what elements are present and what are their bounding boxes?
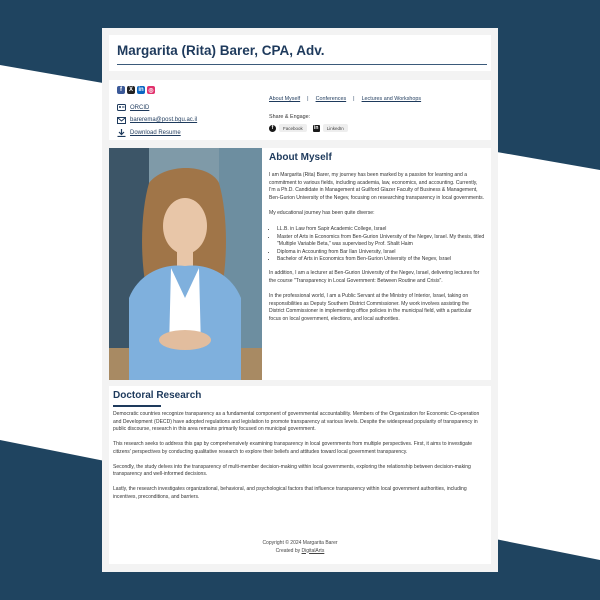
list-item: • Diploma in Accounting from Bar Ilan University, Israel (277, 249, 485, 257)
share-linkedin-label: LinkedIn (323, 124, 348, 132)
orcid-row (117, 102, 197, 113)
id-card-icon (117, 104, 126, 111)
page-container (102, 28, 498, 572)
list-item: • Bachelor of Arts in Economics from Ben-Gurion University of the Negev, Israel (277, 256, 485, 264)
research-heading: Doctoral Research (113, 390, 202, 401)
research-paragraph: Lastly, the research investigates organizational, behavioral, and psychological factors that influence transparency within local government authorities, including incentives, preconditions, and barriers. (113, 486, 467, 500)
contact-panel (109, 80, 491, 140)
linkedin-icon[interactable]: in (138, 87, 144, 93)
share-linkedin-button[interactable] (313, 124, 348, 132)
creator-link[interactable]: DigitalArts (301, 547, 325, 554)
nav-separator: | (353, 96, 355, 102)
profile-photo (109, 148, 262, 380)
nav-conferences[interactable]: Conferences (315, 96, 347, 102)
instagram-icon[interactable]: ◎ (148, 87, 154, 94)
credits (109, 548, 491, 556)
research-paragraph: This research seeks to address this gap by comprehensively examining transparency in local governments from multiple perspectives. First, it aims to investigate citizens' perspectives by conducting qualitative research to explore their beliefs and attitudes toward local government transparency. (113, 441, 473, 455)
facebook-icon[interactable]: f (117, 86, 125, 94)
email-row (117, 115, 197, 126)
email-link[interactable]: barerema@post.bgu.ac.il (130, 117, 198, 123)
about-section (109, 148, 491, 380)
linkedin-icon: in (314, 125, 319, 131)
facebook-icon: f (269, 125, 276, 132)
about-heading: About Myself (269, 152, 332, 163)
resume-row (117, 127, 197, 138)
section-nav (269, 96, 421, 102)
about-professional: In the professional world, I am a Public Servant at the Ministry of Interior, Israel, taking on responsibilities as Deputy Southern District Commissioner. My work involves assisting the District Commissioner in implementing office policies in the municipal field, with a particular focus on local government, elections, and local authorities. (269, 293, 472, 322)
contact-links (117, 102, 197, 140)
list-item: • Master of Arts in Economics from Ben-Gurion University of the Negev, Israel. My thesis, titled "Multiple Variable Beta," was supervised by Prof. Shalit Haim (277, 234, 485, 249)
copyright-text: Copyright © 2024 Margarita Barer (262, 540, 338, 546)
education-list (269, 226, 485, 264)
share-facebook-label: Facebook (279, 124, 307, 132)
list-item: • LL.B. in Law from Sapir Academic College, Israel (277, 226, 485, 234)
page-title: Margarita (Rita) Barer, CPA, Adv. (117, 43, 325, 58)
x-twitter-icon[interactable]: X (128, 87, 133, 93)
about-intro: I am Margarita (Rita) Barer, my journey has been marked by a passion for learning and a commitment to various fields, including academia, law, economics, and accounting. Currently, I'm a Ph.D. Candidate in Management at Guilford Glazer Faculty of Business & Management, Ben-Gurion University of the Negev, focusing on researching transparency in local governments. (269, 172, 485, 201)
about-content (269, 152, 485, 332)
research-content (113, 411, 485, 509)
created-by-text: Created by (275, 547, 301, 554)
share-buttons (269, 124, 348, 132)
about-lecturer: In addition, I am a lecturer at Ben-Gurion University of the Negev, Israel, delivering lectures for the course "Transparency in Local Government: Between Routine and Crisis". (269, 269, 480, 284)
download-icon (117, 129, 126, 136)
name-header (109, 35, 491, 71)
footer (109, 540, 491, 555)
nav-separator: | (307, 96, 309, 102)
envelope-icon (117, 117, 126, 124)
download-resume-link[interactable]: Download Resume (130, 129, 181, 136)
social-links (117, 86, 155, 94)
title-underline (117, 64, 487, 65)
research-paragraph: Secondly, the study delves into the transparency of multi-member decision-making within local governments, exploring the relationship between decision-making transparency and well-informed decisions. (113, 463, 471, 477)
nav-lectures-workshops[interactable]: Lectures and Workshops (361, 96, 422, 102)
research-section (109, 386, 491, 564)
about-education-intro: My educational journey has been quite diverse: (269, 210, 375, 217)
share-title: Share & Engage: (269, 114, 311, 120)
orcid-link[interactable]: ORCID (130, 104, 150, 111)
research-paragraph: Democratic countries recognize transparency as a fundamental component of governmental accountability. Members of the Organization for Economic Co-operation and Development (OECD) have adopted regulations and legislation to promote transparency at various levels. Despite the widespread popularity of transparency in public discourse, research in this area remains primarily focused on municipal government. (113, 411, 480, 432)
research-underline (113, 405, 161, 407)
nav-about-myself[interactable]: About Myself (269, 96, 301, 102)
share-facebook-button[interactable] (269, 124, 307, 132)
